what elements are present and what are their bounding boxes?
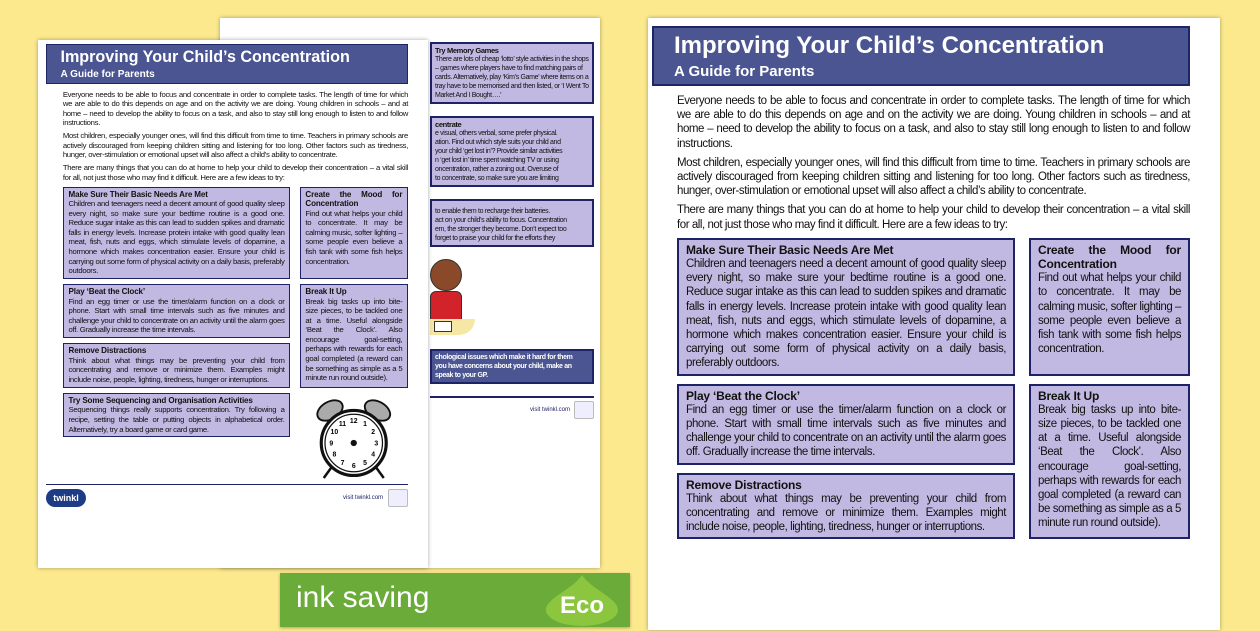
text-line: em, the stronger they become. Don’t expect too xyxy=(435,226,567,233)
child-illustration xyxy=(430,259,594,337)
rest-box xyxy=(430,199,594,247)
tips-grid xyxy=(63,187,408,481)
text-line: to enable them to recharge their batteries. xyxy=(435,208,550,215)
title-banner xyxy=(652,26,1190,86)
box-title: centrate xyxy=(435,120,462,129)
intro-paragraph: There are many things that you can do at home to help your child to develop their concentration – a vital skill for all, not just those who may find it difficult. Here are a few ideas to try: xyxy=(62,163,409,182)
footer xyxy=(46,484,408,507)
text-line: forget to praise your child for the efforts they xyxy=(435,235,556,242)
front-page-content xyxy=(46,44,408,507)
memory-games-box xyxy=(430,42,594,104)
tip-box-beat-the-clock: Play ‘Beat the Clock’ Find an egg timer or use the timer/alarm function on a clock or phone. Start with small time intervals such as five minutes and challenge your child to concentrate on an activity until the alarm goes off. Gradually increase the time intervals. xyxy=(677,384,1015,465)
text-line: chological issues which make it hard for them xyxy=(435,354,573,361)
intro-paragraph: Most children, especially younger ones, will find this difficult from time to time. Teachers in primary schools are actively discouraged from keeping children sitting and listening for too long. Other factors such as tiredness, hunger, over-stimulation or emotional upset will also affect a child’s ability to concentrate. xyxy=(677,156,1190,198)
gp-note-box xyxy=(430,349,594,384)
learning-style-box xyxy=(430,116,594,187)
svg-text:3: 3 xyxy=(374,440,379,448)
page-subtitle: A Guide for Parents xyxy=(674,63,815,80)
text-line: to concentrate, so make sure you are limiting xyxy=(435,175,559,182)
zoomed-page-content xyxy=(652,26,1190,539)
intro-text xyxy=(677,94,1190,232)
intro-text xyxy=(63,90,408,183)
intro-paragraph: Everyone needs to be able to focus and concentrate in order to complete tasks. The length of time for which we are able to do this depends on age and on the activity we are doing. Young children in schools – and at home – need to develop the ability to focus on a task, and also to stay still long enough to listen to and follow instructions. xyxy=(62,89,409,128)
tip-box-beat-the-clock: Play ‘Beat the Clock’ Find an egg timer or use the timer/alarm function on a clock or phone. Start with small time intervals such as five minutes and challenge your child to concentrate on an activity until the alarm goes off. Gradually increase the time intervals. xyxy=(63,284,290,338)
svg-text:9: 9 xyxy=(329,440,334,448)
box-body: There are lots of cheap ‘lotto’ style activities in the shops – games where players have to find matching pairs of cards. Alternatively, play ‘Kim’s Game’ where items on a tray have to be memorised and then listed, or ‘I Went To Market And I Bought….’ xyxy=(435,56,589,99)
tips-grid xyxy=(677,238,1190,540)
page-title: Improving Your Child’s Concentration xyxy=(60,47,350,66)
text-line: speak to your GP. xyxy=(435,372,488,379)
text-line: e visual, others verbal, some prefer physical. xyxy=(435,130,558,137)
page-title: Improving Your Child’s Concentration xyxy=(674,32,1105,59)
tip-box-mood: Create the Mood for Concentration Find out what helps your child to concentrate. It may be calming music, softer lighting – some people even believe a fish tank with some fish helps concentration. xyxy=(300,187,408,279)
tip-box-basic-needs: Make Sure Their Basic Needs Are Met Children and teenagers need a decent amount of good quality sleep every night, so make sure your bedtime routine is a good one. Reduce sugar intake as this can lead to sudden spikes and dramatic falls in energy levels. Increase protein intake with good quality lean meat, fish, nuts and eggs, which stimulate levels of dopamine, a hormone which makes concentration easier. Ensure your child is carrying out some form of physical activity on a daily basis, preferably outdoors. xyxy=(63,187,290,279)
ink-saving-label: ink saving xyxy=(296,581,430,614)
eco-label: Eco xyxy=(560,592,605,619)
text-line: act on your child’s ability to focus. Concentration xyxy=(435,217,567,224)
visit-link: visit twinkl.com xyxy=(529,407,570,413)
quality-seal-icon xyxy=(388,489,408,507)
ink-saving-badge xyxy=(280,573,630,627)
svg-text:11: 11 xyxy=(338,421,347,429)
tip-box-break-it-up: Break It Up Break big tasks up into bite-size pieces, to be tackled one at a time. Useful alongside ‘Beat the Clock’. Also encourage goal-setting, perhaps with rewards for each goal completed (a reward can be something as simple as a 5 minute run round outside). xyxy=(300,284,408,388)
box-title: Try Memory Games xyxy=(435,46,499,55)
svg-text:10: 10 xyxy=(330,429,339,437)
visit-link: visit twinkl.com xyxy=(343,495,384,502)
intro-paragraph: Everyone needs to be able to focus and concentrate in order to complete tasks. The length of time for which we are able to do this depends on age and on the activity we are doing. Young children in schools – and at home – need to develop the ability to focus on a task, and also to stay still long enough to listen to and follow instructions. xyxy=(677,95,1190,150)
title-banner xyxy=(46,44,408,84)
svg-text:7: 7 xyxy=(340,459,345,467)
twinkl-logo: twinkl xyxy=(46,489,86,507)
tip-box-sequencing: Try Some Sequencing and Organisation Activities Sequencing things really supports concentration. Try following a recipe, setting the table or putting objects in alphabetical order. Alternatively, try a board game or card game. xyxy=(63,393,290,437)
tip-box-remove-distractions: Remove Distractions Think about what things may be preventing your child from concentrating and remove or minimize them. Examples might include noise, people, lighting, tiredness, hunger or interruptions. xyxy=(63,343,290,387)
back-page-visible-strip xyxy=(430,42,594,419)
eco-leaf-icon xyxy=(542,574,622,626)
back-footer xyxy=(430,396,594,419)
svg-text:4: 4 xyxy=(371,451,376,459)
text-line: your child ‘get lost in’? Provide similar activities xyxy=(435,148,563,155)
text-line: ation. Find out which style suits your child and xyxy=(435,139,561,146)
intro-paragraph: Most children, especially younger ones, will find this difficult from time to time. Teachers in primary schools are actively discouraged from keeping children sitting and listening for too long. Other factors such as tiredness, hunger, over-stimulation or emotional upset will also affect a child’s ability to concentrate. xyxy=(62,131,409,160)
text-line: oncentration, rather a zoning out. Overuse of xyxy=(435,166,559,173)
svg-text:1: 1 xyxy=(363,421,368,429)
svg-text:6: 6 xyxy=(351,462,356,470)
tip-box-remove-distractions: Remove Distractions Think about what things may be preventing your child from concentrating and remove or minimize them. Examples might include noise, people, lighting, tiredness, hunger or interruptions. xyxy=(677,473,1015,540)
page-subtitle: A Guide for Parents xyxy=(60,68,155,80)
svg-text:8: 8 xyxy=(332,451,337,459)
svg-text:12: 12 xyxy=(350,417,358,425)
quality-seal-icon xyxy=(574,401,594,419)
text-line: you have concerns about your child, make an xyxy=(435,363,572,370)
alarm-clock-icon xyxy=(300,393,408,480)
tip-box-mood: Create the Mood for Concentration Find out what helps your child to concentrate. It may be calming music, softer lighting – some people even believe a fish tank with some fish helps concentration. xyxy=(1029,238,1190,376)
text-line: n ‘get lost in’ time spent watching TV or using xyxy=(435,157,559,164)
svg-text:2: 2 xyxy=(371,429,376,437)
tip-box-break-it-up: Break It Up Break big tasks up into bite-size pieces, to be tackled one at a time. Useful alongside ‘Beat the Clock’. Also encourage goal-setting, perhaps with rewards for each goal completed (a reward can be something as simple as a 5 minute run round outside). xyxy=(1029,384,1190,540)
intro-paragraph: There are many things that you can do at home to help your child to develop their concentration – a vital skill for all, not just those who may find it difficult. Here are a few ideas to try: xyxy=(677,204,1190,231)
svg-text:5: 5 xyxy=(363,459,368,467)
tip-box-basic-needs: Make Sure Their Basic Needs Are Met Children and teenagers need a decent amount of good quality sleep every night, so make sure your bedtime routine is a good one. Reduce sugar intake as this can lead to sudden spikes and dramatic falls in energy levels. Increase protein intake with good quality lean meat, fish, nuts and eggs, which stimulate levels of dopamine, a hormone which makes concentration easier. Ensure your child is carrying out some form of physical activity on a daily basis, preferably outdoors. xyxy=(677,238,1015,376)
